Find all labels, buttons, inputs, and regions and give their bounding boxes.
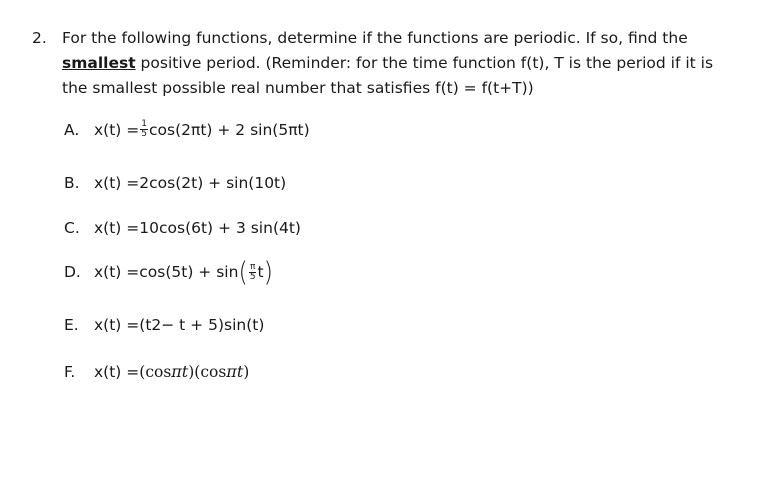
emphasis-smallest: smallest [62, 54, 136, 72]
part-lhs: x(t) = [94, 316, 140, 334]
part-e [64, 316, 264, 334]
part-rhs: 2cos(2t) + sin(10t) [139, 174, 287, 192]
part-rhs-b: )(cos [188, 362, 227, 381]
question-number: 2. [32, 29, 47, 47]
part-rhs-a: (cos [139, 362, 172, 381]
fraction [249, 263, 257, 282]
fraction [140, 120, 148, 139]
question-line-3 [32, 76, 732, 101]
pi-t: πt [226, 362, 244, 381]
part-rhs-c: ) [243, 362, 250, 381]
right-paren: ) [263, 256, 273, 288]
part-letter: F. [64, 362, 76, 381]
fraction-denominator: 5 [141, 129, 147, 139]
part-f [64, 362, 249, 381]
question-line-2 [32, 51, 732, 76]
pi-t: πt [171, 362, 189, 381]
part-rhs: cos(2πt) + 2 sin(5πt) [149, 120, 310, 139]
part-letter: B. [64, 174, 80, 192]
part-letter: C. [64, 219, 80, 237]
part-a [64, 120, 310, 139]
question-line-1 [32, 26, 732, 51]
part-lhs: x(t) = [94, 263, 140, 281]
question-text-2: positive period. (Reminder: for the time function f(t), T is the period if it is [135, 54, 714, 72]
part-rhs-a: (t [139, 316, 152, 334]
fraction-numerator: π [249, 261, 256, 272]
question-text-1: For the following functions, determine if the functions are periodic. If so, find the [62, 29, 688, 47]
part-lhs: x(t) = [94, 174, 140, 192]
exponent: 2 [151, 316, 162, 334]
part-tail: t [257, 263, 264, 281]
part-rhs: cos(5t) + sin [139, 263, 239, 281]
part-c [64, 219, 301, 237]
part-lhs: x(t) = [94, 120, 140, 139]
part-letter: E. [64, 316, 79, 334]
part-lhs: x(t) = [94, 362, 140, 381]
part-rhs-b: − t + 5)sin(t) [161, 316, 265, 334]
fraction-numerator: 1 [141, 119, 147, 129]
question-text-3: the smallest possible real number that satisfies f(t) = f(t+T)) [62, 79, 534, 97]
part-b [64, 174, 286, 192]
part-lhs: x(t) = [94, 219, 140, 237]
question-2 [32, 26, 732, 101]
part-letter: D. [64, 263, 81, 281]
part-d [64, 256, 273, 288]
fraction-denominator: 5 [249, 271, 256, 282]
part-letter: A. [64, 120, 80, 139]
part-rhs: 10cos(6t) + 3 sin(4t) [139, 219, 301, 237]
left-paren: ( [238, 256, 248, 288]
